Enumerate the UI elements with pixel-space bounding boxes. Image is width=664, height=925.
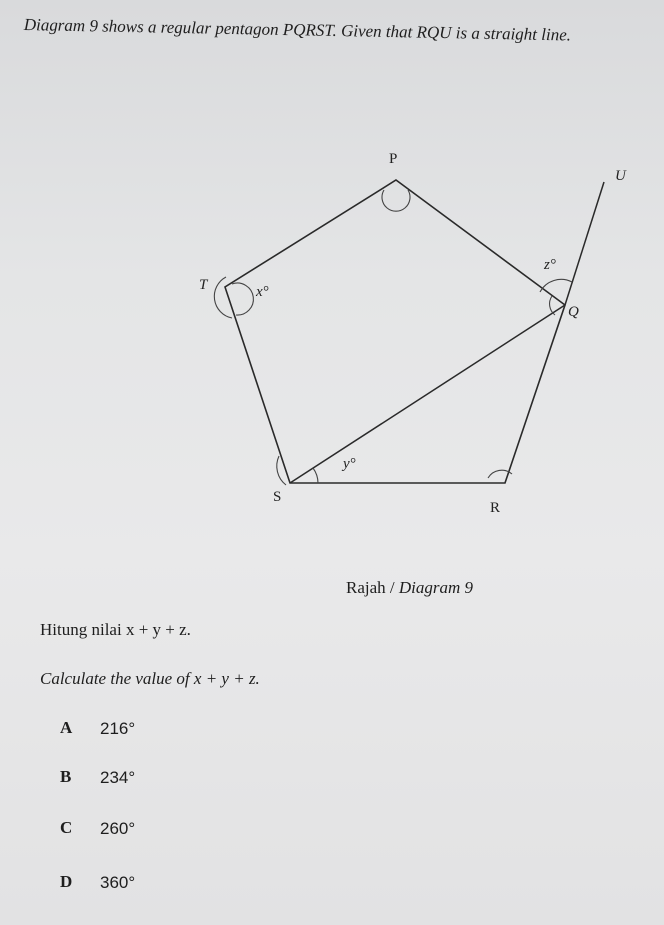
angle-arc-t-outer: [214, 277, 232, 318]
angle-label-y: y°: [343, 456, 356, 472]
vertex-label-p: P: [389, 151, 398, 167]
diagram-caption: [346, 578, 473, 598]
option-c-letter[interactable]: C: [60, 818, 73, 837]
option-c-value[interactable]: 260°: [100, 819, 136, 838]
vertex-label-u: U: [615, 168, 626, 184]
angle-arc-s: [277, 456, 286, 485]
question-prompt-en: Calculate the value of x + y + z.: [40, 669, 260, 688]
angle-arc-y: [313, 468, 318, 483]
vertex-label-s: S: [273, 489, 282, 505]
option-b-letter[interactable]: B: [60, 767, 72, 786]
angle-label-z: z°: [544, 257, 556, 273]
caption-ms: Rajah /: [346, 578, 399, 597]
pentagon-pqrst: [225, 180, 565, 483]
vertex-label-q: Q: [568, 304, 579, 320]
angle-arc-t: [232, 283, 253, 315]
vertex-label-r: R: [490, 500, 501, 516]
question-intro: Diagram 9 shows a regular pentagon PQRST. Given that RQU is a straight line.: [23, 14, 572, 45]
option-a-letter[interactable]: A: [60, 718, 73, 737]
line-squ: [290, 305, 565, 483]
question-prompt-ms: Hitung nilai x + y + z.: [40, 620, 191, 639]
angle-label-x: x°: [256, 284, 269, 300]
caption-en: Diagram 9: [398, 578, 474, 597]
option-b-value[interactable]: 234°: [100, 768, 136, 787]
option-d-value[interactable]: 360°: [100, 873, 136, 892]
angle-arc-p: [382, 190, 410, 211]
option-a-value[interactable]: 216°: [100, 719, 136, 738]
vertex-label-t: T: [199, 277, 208, 293]
line-qu: [565, 182, 604, 305]
option-d-letter[interactable]: D: [60, 872, 73, 891]
